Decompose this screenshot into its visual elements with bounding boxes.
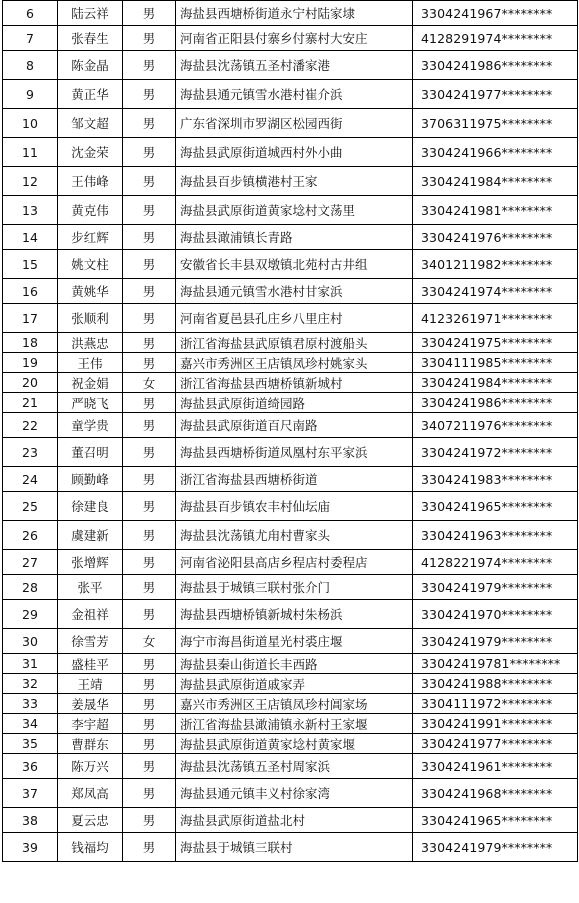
row-number-cell: 9 <box>3 80 58 109</box>
id-number-cell: 3304241967******** <box>413 1 578 26</box>
gender-cell: 男 <box>123 521 176 550</box>
table-row <box>3 225 578 250</box>
address-cell: 浙江省海盐县西塘桥街道 <box>176 467 413 492</box>
address-cell: 海盐县沈荡镇五圣村周家浜 <box>176 754 413 779</box>
table-row <box>3 808 578 833</box>
table-row <box>3 654 578 674</box>
table-row <box>3 373 578 393</box>
address-cell: 海盐县通元镇丰义村徐家湾 <box>176 779 413 808</box>
gender-cell: 男 <box>123 1 176 26</box>
row-number-cell: 24 <box>3 467 58 492</box>
address-cell: 海盐县于城镇三联村张介门 <box>176 575 413 600</box>
address-cell: 海盐县武原街道黄家埝村文荡里 <box>176 196 413 225</box>
id-number-cell: 4123261971******** <box>413 304 578 333</box>
table-row <box>3 575 578 600</box>
row-number-cell: 30 <box>3 629 58 654</box>
row-number-cell: 20 <box>3 373 58 393</box>
id-number-cell: 3304241984******** <box>413 167 578 196</box>
row-number-cell: 23 <box>3 438 58 467</box>
row-number-cell: 13 <box>3 196 58 225</box>
id-number-cell: 3304241963******** <box>413 521 578 550</box>
id-number-cell: 3304241977******** <box>413 80 578 109</box>
address-cell: 海盐县百步镇横港村王家 <box>176 167 413 196</box>
gender-cell: 男 <box>123 779 176 808</box>
person-name-cell: 虞建新 <box>58 521 123 550</box>
id-number-cell: 3304111972******** <box>413 694 578 714</box>
address-cell: 浙江省海盐县武原镇君原村渡船头 <box>176 333 413 353</box>
address-cell: 安徽省长丰县双墩镇北苑村古井组 <box>176 250 413 279</box>
person-name-cell: 王伟峰 <box>58 167 123 196</box>
address-cell: 海盐县通元镇雪水港村甘家浜 <box>176 279 413 304</box>
address-cell: 海盐县通元镇雪水港村崔介浜 <box>176 80 413 109</box>
row-number-cell: 18 <box>3 333 58 353</box>
table-row <box>3 550 578 575</box>
address-cell: 海宁市海昌街道星光村裘庄堰 <box>176 629 413 654</box>
person-name-cell: 张春生 <box>58 26 123 51</box>
table-row <box>3 109 578 138</box>
person-name-cell: 陆云祥 <box>58 1 123 26</box>
row-number-cell: 19 <box>3 353 58 373</box>
person-name-cell: 徐建良 <box>58 492 123 521</box>
gender-cell: 男 <box>123 694 176 714</box>
table-row <box>3 333 578 353</box>
table-row <box>3 600 578 629</box>
id-number-cell: 3407211976******** <box>413 413 578 438</box>
table-row <box>3 629 578 654</box>
id-number-cell: 3304241972******** <box>413 438 578 467</box>
row-number-cell: 35 <box>3 734 58 754</box>
address-cell: 海盐县于城镇三联村 <box>176 833 413 862</box>
address-cell: 海盐县武原街道城西村外小曲 <box>176 138 413 167</box>
id-number-cell: 3706311975******** <box>413 109 578 138</box>
table-row <box>3 714 578 734</box>
address-cell: 海盐县澉浦镇长青路 <box>176 225 413 250</box>
address-cell: 海盐县武原街道黄家埝村黄家堰 <box>176 734 413 754</box>
id-number-cell: 3304241991******** <box>413 714 578 734</box>
id-number-cell: 3304241979******** <box>413 833 578 862</box>
row-number-cell: 27 <box>3 550 58 575</box>
gender-cell: 女 <box>123 373 176 393</box>
gender-cell: 男 <box>123 808 176 833</box>
gender-cell: 男 <box>123 279 176 304</box>
person-name-cell: 陈金晶 <box>58 51 123 80</box>
id-number-cell: 3304241966******** <box>413 138 578 167</box>
id-number-cell: 3304241974******** <box>413 279 578 304</box>
row-number-cell: 37 <box>3 779 58 808</box>
address-cell: 海盐县武原街道盐北村 <box>176 808 413 833</box>
person-name-cell: 夏云忠 <box>58 808 123 833</box>
gender-cell: 男 <box>123 353 176 373</box>
person-name-cell: 陈万兴 <box>58 754 123 779</box>
id-number-cell: 3304241976******** <box>413 225 578 250</box>
gender-cell: 男 <box>123 138 176 167</box>
table-row <box>3 51 578 80</box>
id-number-cell: 3401211982******** <box>413 250 578 279</box>
table-row <box>3 138 578 167</box>
person-name-cell: 姚文柱 <box>58 250 123 279</box>
row-number-cell: 33 <box>3 694 58 714</box>
address-cell: 海盐县西塘桥镇新城村朱杨浜 <box>176 600 413 629</box>
id-number-cell: 33042419781******** <box>413 654 578 674</box>
gender-cell: 男 <box>123 674 176 694</box>
row-number-cell: 15 <box>3 250 58 279</box>
id-number-cell: 3304241979******** <box>413 629 578 654</box>
row-number-cell: 26 <box>3 521 58 550</box>
row-number-cell: 25 <box>3 492 58 521</box>
address-cell: 嘉兴市秀洲区王店镇凤珍村姚家头 <box>176 353 413 373</box>
address-cell: 海盐县武原街道百尺南路 <box>176 413 413 438</box>
person-name-cell: 姜晟华 <box>58 694 123 714</box>
row-number-cell: 38 <box>3 808 58 833</box>
address-cell: 浙江省海盐县澉浦镇永新村王家堰 <box>176 714 413 734</box>
gender-cell: 男 <box>123 167 176 196</box>
row-number-cell: 11 <box>3 138 58 167</box>
gender-cell: 男 <box>123 654 176 674</box>
person-name-cell: 黄正华 <box>58 80 123 109</box>
person-name-cell: 张顺利 <box>58 304 123 333</box>
row-number-cell: 6 <box>3 1 58 26</box>
table-row <box>3 353 578 373</box>
person-name-cell: 顾勤峰 <box>58 467 123 492</box>
gender-cell: 男 <box>123 714 176 734</box>
id-number-cell: 3304241965******** <box>413 492 578 521</box>
person-name-cell: 郑凤高 <box>58 779 123 808</box>
gender-cell: 男 <box>123 333 176 353</box>
table-row <box>3 196 578 225</box>
id-number-cell: 3304241984******** <box>413 373 578 393</box>
table-row <box>3 779 578 808</box>
person-name-cell: 黄克伟 <box>58 196 123 225</box>
person-name-cell: 童学贵 <box>58 413 123 438</box>
gender-cell: 男 <box>123 438 176 467</box>
address-cell: 河南省泌阳县高店乡程店村委程店 <box>176 550 413 575</box>
gender-cell: 男 <box>123 250 176 279</box>
row-number-cell: 39 <box>3 833 58 862</box>
row-number-cell: 17 <box>3 304 58 333</box>
id-number-cell: 4128221974******** <box>413 550 578 575</box>
id-number-cell: 3304241983******** <box>413 467 578 492</box>
address-cell: 广东省深圳市罗湖区松园西街 <box>176 109 413 138</box>
id-number-cell: 3304241977******** <box>413 734 578 754</box>
row-number-cell: 14 <box>3 225 58 250</box>
gender-cell: 男 <box>123 225 176 250</box>
gender-cell: 男 <box>123 467 176 492</box>
gender-cell: 男 <box>123 51 176 80</box>
person-name-cell: 步红辉 <box>58 225 123 250</box>
person-name-cell: 金祖祥 <box>58 600 123 629</box>
address-cell: 海盐县百步镇农丰村仙坛庙 <box>176 492 413 521</box>
person-name-cell: 张平 <box>58 575 123 600</box>
table-row <box>3 279 578 304</box>
table-row <box>3 438 578 467</box>
person-name-cell: 沈金荣 <box>58 138 123 167</box>
table-row <box>3 467 578 492</box>
person-name-cell: 黄姚华 <box>58 279 123 304</box>
person-name-cell: 邹文超 <box>58 109 123 138</box>
id-number-cell: 3304241979******** <box>413 575 578 600</box>
gender-cell: 男 <box>123 80 176 109</box>
person-name-cell: 盛桂平 <box>58 654 123 674</box>
gender-cell: 男 <box>123 109 176 138</box>
person-name-cell: 李宇超 <box>58 714 123 734</box>
table-row <box>3 413 578 438</box>
gender-cell: 男 <box>123 492 176 521</box>
table-row <box>3 304 578 333</box>
row-number-cell: 7 <box>3 26 58 51</box>
gender-cell: 男 <box>123 196 176 225</box>
person-name-cell: 董召明 <box>58 438 123 467</box>
id-number-cell: 3304241965******** <box>413 808 578 833</box>
id-number-cell: 3304241986******** <box>413 51 578 80</box>
table-row <box>3 250 578 279</box>
id-number-cell: 3304241970******** <box>413 600 578 629</box>
gender-cell: 男 <box>123 550 176 575</box>
row-number-cell: 12 <box>3 167 58 196</box>
address-cell: 嘉兴市秀洲区王店镇凤珍村阊家场 <box>176 694 413 714</box>
row-number-cell: 10 <box>3 109 58 138</box>
address-cell: 海盐县沈荡镇尤甪村曹家头 <box>176 521 413 550</box>
row-number-cell: 28 <box>3 575 58 600</box>
address-cell: 河南省正阳县付寨乡付寨村大安庄 <box>176 26 413 51</box>
gender-cell: 男 <box>123 393 176 413</box>
id-number-cell: 4128291974******** <box>413 26 578 51</box>
row-number-cell: 16 <box>3 279 58 304</box>
table-row <box>3 167 578 196</box>
person-name-cell: 曹群东 <box>58 734 123 754</box>
person-name-cell: 祝金娟 <box>58 373 123 393</box>
row-number-cell: 29 <box>3 600 58 629</box>
table-row <box>3 734 578 754</box>
gender-cell: 男 <box>123 304 176 333</box>
gender-cell: 男 <box>123 575 176 600</box>
gender-cell: 男 <box>123 26 176 51</box>
table-row <box>3 393 578 413</box>
table-row <box>3 26 578 51</box>
person-name-cell: 洪燕忠 <box>58 333 123 353</box>
row-number-cell: 34 <box>3 714 58 734</box>
address-cell: 河南省夏邑县孔庄乡八里庄村 <box>176 304 413 333</box>
person-name-cell: 徐雪芳 <box>58 629 123 654</box>
address-cell: 海盐县秦山街道长丰西路 <box>176 654 413 674</box>
address-cell: 海盐县武原街道戚家弄 <box>176 674 413 694</box>
gender-cell: 男 <box>123 600 176 629</box>
row-number-cell: 32 <box>3 674 58 694</box>
address-cell: 海盐县西塘桥街道永宁村陆家埭 <box>176 1 413 26</box>
person-name-cell: 钱福均 <box>58 833 123 862</box>
gender-cell: 女 <box>123 629 176 654</box>
gender-cell: 男 <box>123 833 176 862</box>
address-cell: 浙江省海盐县西塘桥镇新城村 <box>176 373 413 393</box>
gender-cell: 男 <box>123 413 176 438</box>
id-number-cell: 3304241968******** <box>413 779 578 808</box>
records-table <box>2 0 578 862</box>
row-number-cell: 22 <box>3 413 58 438</box>
row-number-cell: 31 <box>3 654 58 674</box>
row-number-cell: 36 <box>3 754 58 779</box>
row-number-cell: 21 <box>3 393 58 413</box>
person-name-cell: 严晓飞 <box>58 393 123 413</box>
id-number-cell: 3304241988******** <box>413 674 578 694</box>
address-cell: 海盐县武原街道绮园路 <box>176 393 413 413</box>
row-number-cell: 8 <box>3 51 58 80</box>
table-row <box>3 674 578 694</box>
table-row <box>3 1 578 26</box>
table-row <box>3 521 578 550</box>
address-cell: 海盐县沈荡镇五圣村潘家港 <box>176 51 413 80</box>
table-row <box>3 833 578 862</box>
id-number-cell: 3304241975******** <box>413 333 578 353</box>
table-row <box>3 754 578 779</box>
id-number-cell: 3304241986******** <box>413 393 578 413</box>
table-row <box>3 80 578 109</box>
person-name-cell: 张增辉 <box>58 550 123 575</box>
records-table-body <box>3 1 578 862</box>
gender-cell: 男 <box>123 754 176 779</box>
person-name-cell: 王靖 <box>58 674 123 694</box>
id-number-cell: 3304241961******** <box>413 754 578 779</box>
gender-cell: 男 <box>123 734 176 754</box>
table-row <box>3 694 578 714</box>
id-number-cell: 3304111985******** <box>413 353 578 373</box>
table-row <box>3 492 578 521</box>
address-cell: 海盐县西塘桥街道凤凰村东平家浜 <box>176 438 413 467</box>
person-name-cell: 王伟 <box>58 353 123 373</box>
id-number-cell: 3304241981******** <box>413 196 578 225</box>
